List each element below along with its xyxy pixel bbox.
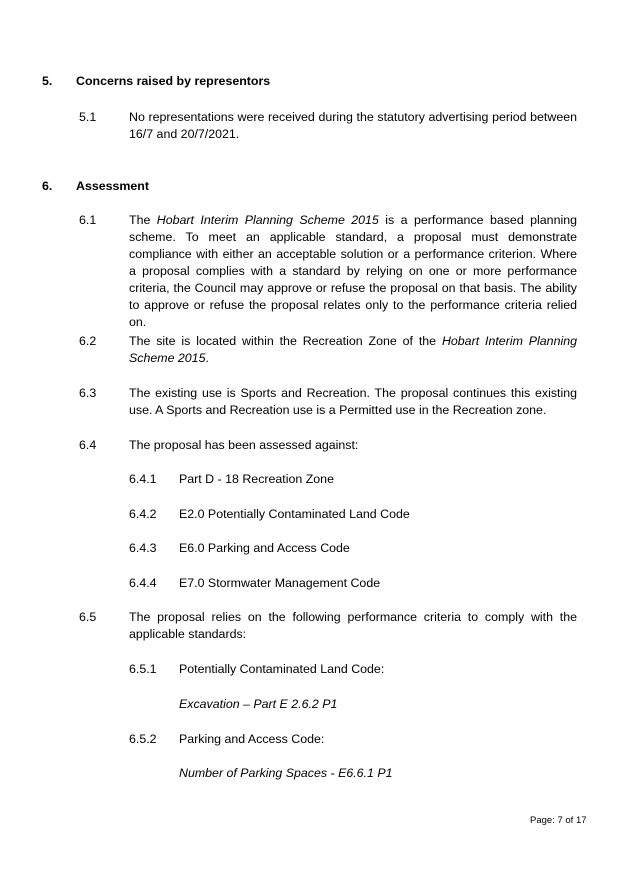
paragraph-text: The proposal has been assessed against: bbox=[129, 438, 359, 452]
subitem-number: 6.5.2 bbox=[129, 732, 157, 746]
text-run: is a performance based planning scheme. To meet an applicable standard, a proposal must demonstrate compliance with either an acceptable solution or a performance criterion. Where a proposal complies with a standard by relying on one or more performance criteria, the Council may approve or refuse the proposal on that basis. The ability to approve or refuse the proposal relates only to the performance criteria relied on. bbox=[129, 213, 577, 329]
page-number: Page: 7 of 17 bbox=[530, 815, 587, 826]
paragraph-number: 6.1 bbox=[79, 213, 97, 227]
paragraph-number: 5.1 bbox=[79, 110, 97, 124]
section-title: Assessment bbox=[76, 179, 150, 193]
subitem-number: 6.4.3 bbox=[129, 541, 157, 555]
subitem-detail: Excavation – Part E 2.6.2 P1 bbox=[179, 697, 338, 711]
scheme-name: Hobart Interim Planning Scheme 2015 bbox=[129, 334, 577, 365]
subitem-text: Parking and Access Code: bbox=[179, 732, 325, 746]
section-number: 5. bbox=[42, 74, 53, 88]
section-number: 6. bbox=[42, 179, 53, 193]
subitem-number: 6.5.1 bbox=[129, 662, 157, 676]
text-run: The bbox=[129, 213, 157, 227]
paragraph-text: No representations were received during the statutory advertising period between 16/7 and 20/7/2021. bbox=[129, 110, 577, 141]
paragraph-text: The proposal relies on the following performance criteria to comply with the applicable standards: bbox=[129, 610, 577, 641]
subitem-text: Potentially Contaminated Land Code: bbox=[179, 662, 385, 676]
text-run: The site is located within the Recreation Zone of the bbox=[129, 334, 442, 348]
subitem-text: Part D - 18 Recreation Zone bbox=[179, 472, 334, 486]
text-run: . bbox=[205, 351, 209, 365]
subitem-text: E7.0 Stormwater Management Code bbox=[179, 576, 381, 590]
paragraph-number: 6.2 bbox=[79, 334, 97, 348]
paragraph-text bbox=[129, 333, 577, 367]
subitem-text: E2.0 Potentially Contaminated Land Code bbox=[179, 507, 410, 521]
subitem-number: 6.4.4 bbox=[129, 576, 157, 590]
subitem-number: 6.4.2 bbox=[129, 507, 157, 521]
paragraph-text bbox=[129, 212, 577, 331]
paragraph-number: 6.3 bbox=[79, 386, 97, 400]
paragraph-number: 6.4 bbox=[79, 438, 97, 452]
paragraph-text: The existing use is Sports and Recreation. The proposal continues this existing use. A Sports and Recreation use is a Permitted use in the Recreation zone. bbox=[129, 386, 577, 417]
scheme-name: Hobart Interim Planning Scheme 2015 bbox=[156, 213, 379, 227]
section-title: Concerns raised by representors bbox=[76, 74, 271, 88]
paragraph-number: 6.5 bbox=[79, 610, 97, 624]
subitem-detail: Number of Parking Spaces - E6.6.1 P1 bbox=[179, 766, 393, 780]
subitem-text: E6.0 Parking and Access Code bbox=[179, 541, 350, 555]
subitem-number: 6.4.1 bbox=[129, 472, 157, 486]
